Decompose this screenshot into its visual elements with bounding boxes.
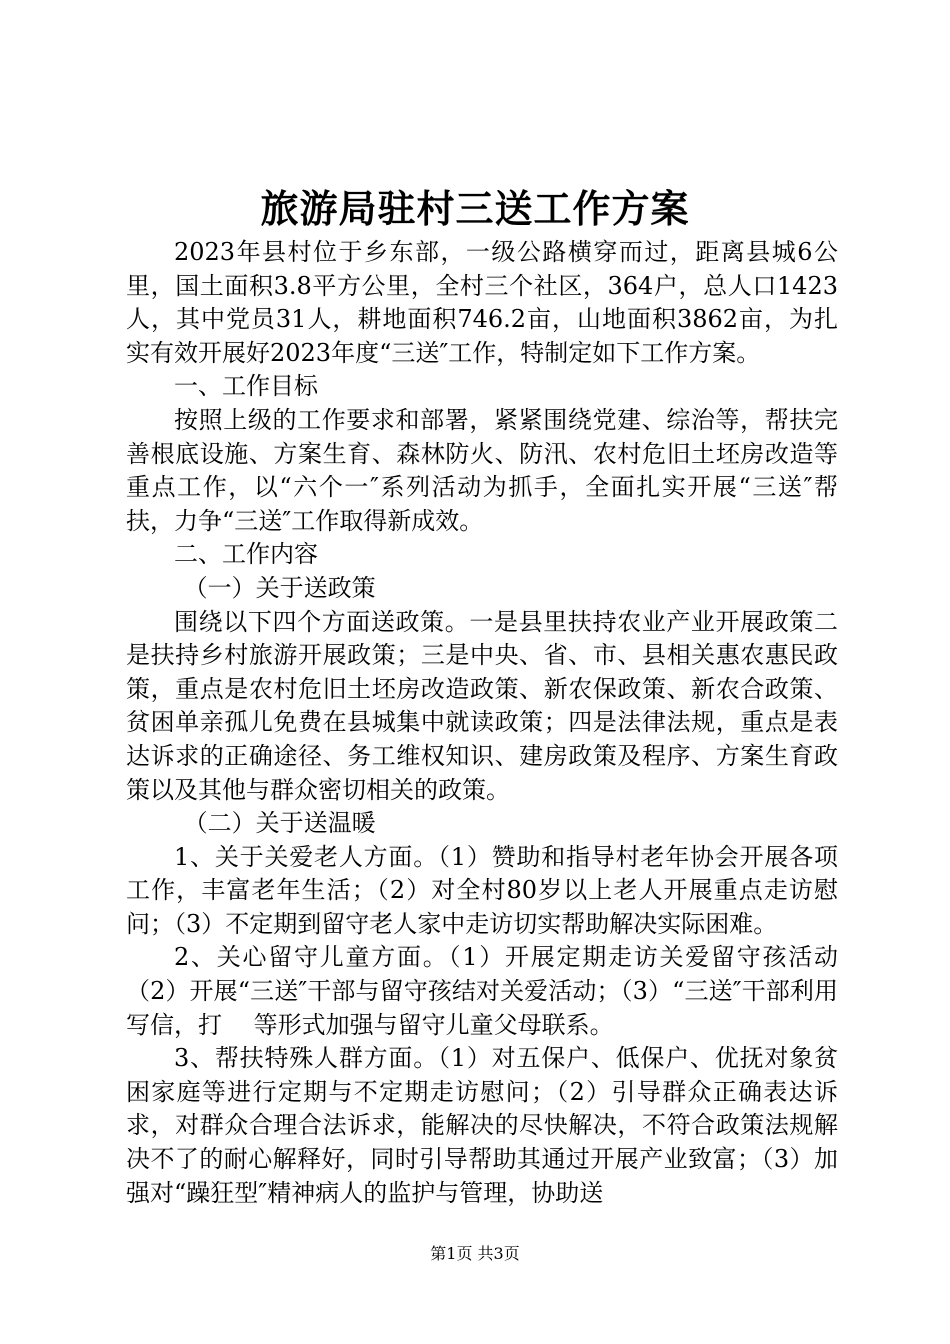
elderly-care-paragraph: 1、关于关爱老人方面。（1）赞助和指导村老年协会开展各项工作，丰富老年生活；（2）对全村80岁以上老人开展重点走访慰问；（3）不定期到留守老人家中走访切实帮助解决实际困难。	[126, 842, 838, 938]
section-heading-content: 二、工作内容	[174, 540, 318, 569]
intro-paragraph: 2023年县村位于乡东部，一级公路横穿而过，距离县城6公里，国土面积3.8平方公里，全村三个社区，364户，总人口1423人，其中党员31人，耕地面积746.2亩，山地面积3862亩，为扎实有效开展好2023年度“三送″工作，特制定如下工作方案。	[126, 238, 838, 367]
section-heading-goals: 一、工作目标	[174, 372, 318, 401]
left-behind-children-paragraph: 2、关心留守儿童方面。（1）开展定期走访关爱留守孩活动（2）开展“三送″干部与留守孩结对关爱活动；（3）“三送″干部利用写信，打 等形式加强与留守儿童父母联系。	[126, 943, 838, 1039]
document-title: 旅游局驻村三送工作方案	[260, 186, 690, 231]
special-groups-paragraph: 3、帮扶特殊人群方面。（1）对五保户、低保户、优抚对象贫困家庭等进行定期与不定期走访慰问；（2）引导群众正确表达诉求，对群众合理合法诉求，能解决的尽快解决，不符合政策法规解决不了的耐心解释好，同时引导帮助其通过开展产业致富；（3）加强对“躁狂型″精神病人的监护与管理，协助送	[126, 1044, 838, 1207]
page-footer: 第1页 共3页	[430, 1244, 520, 1263]
document-body	[126, 236, 838, 1210]
goals-paragraph: 按照上级的工作要求和部署，紧紧围绕党建、综治等，帮扶完善根底设施、方案生育、森林防火、防汛、农村危旧土坯房改造等重点工作，以“六个一″系列活动为抓手，全面扎实开展“三送″帮扶，力争“三送″工作取得新成效。	[126, 405, 838, 535]
subsection-heading-policy: （一）关于送政策	[183, 573, 376, 602]
policy-paragraph: 围绕以下四个方面送政策。一是县里扶持农业产业开展政策二是扶持乡村旅游开展政策；三是中央、省、市、县相关惠农惠民政策，重点是农村危旧土坯房改造政策、新农保政策、新农合政策、贫困单亲孤儿免费在县城集中就读政策；四是法律法规，重点是表达诉求的正确途径、务工维权知识、建房政策及程序、方案生育政策以及其他与群众密切相关的政策。	[126, 607, 838, 804]
subsection-heading-warmth: （二）关于送温暖	[183, 809, 376, 838]
